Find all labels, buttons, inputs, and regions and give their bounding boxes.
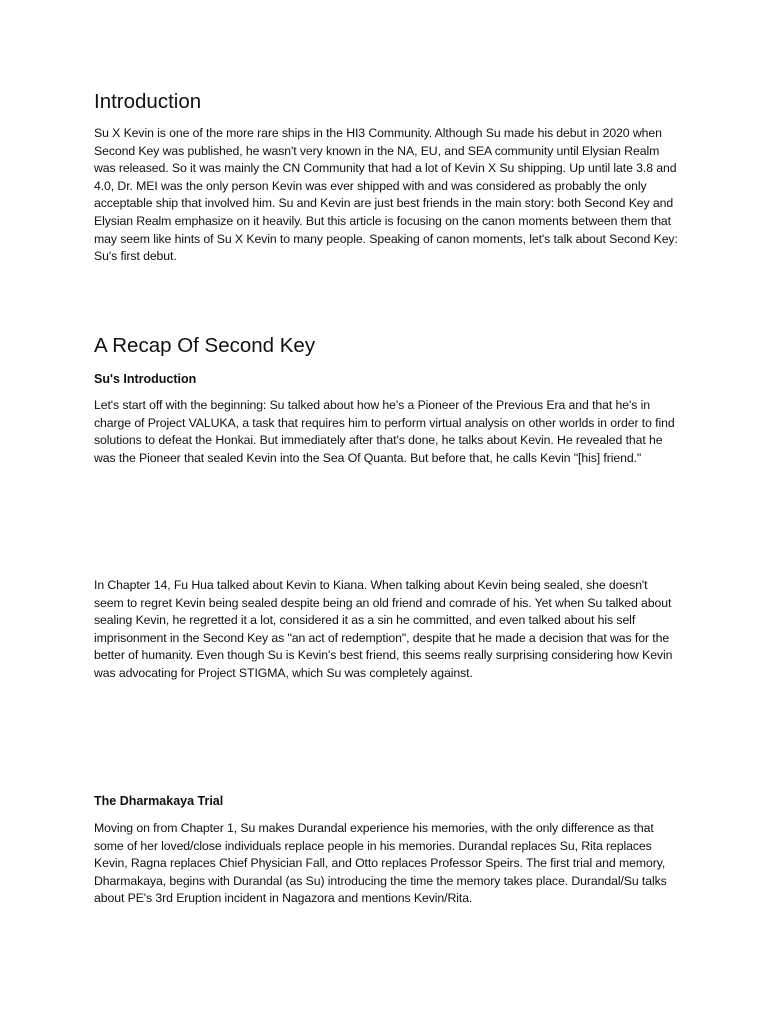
section-heading-introduction: Introduction: [94, 90, 202, 113]
introduction-paragraph: Su X Kevin is one of the more rare ships in the HI3 Community. Although Su made his debut in 2020 when Second Key was published, he wasn't very known in the NA, EU, and SEA community until Elysian Realm was released. So it was mainly the CN Community that had a lot of Kevin X Su shipping. Up until late 3.8 and 4.0, Dr. MEI was the only person Kevin was ever shipped with and was considered as probably the only acceptable ship that involved him. Su and Kevin are just best friends in the main story: both Second Key and Elysian Realm emphasize on it heavily. But this article is focusing on the canon moments between them that may seem like hints of Su X Kevin to many people. Speaking of canon moments, let's talk about Second Key: Su's first debut.: [94, 126, 678, 264]
section-heading-recap: A Recap Of Second Key: [94, 334, 316, 357]
subheading-dharmakaya-trial: The Dharmakaya Trial: [94, 794, 224, 808]
sus-introduction-paragraph-1: Let's start off with the beginning: Su talked about how he's a Pioneer of the Previous Era and that he's in charge of Project VALUKA, a task that requires him to perform virtual analysis on other worlds in order to find solutions to defeat the Honkai. But immediately after that's done, he talks about Kevin. He revealed that he was the Pioneer that sealed Kevin into the Sea Of Quanta. But before that, he calls Kevin "[his] friend.": [94, 398, 675, 465]
dharmakaya-trial-paragraph: Moving on from Chapter 1, Su makes Durandal experience his memories, with the only difference as that some of her loved/close individuals replace people in his memories. Durandal replaces Su, Rita replaces Kevin, Ragna replaces Chief Physician Fall, and Otto replaces Professor Speirs. The first trial and memory, Dharmakaya, begins with Durandal (as Su) introducing the time the memory takes place. Durandal/Su talks about PE's 3rd Eruption incident in Nagazora and mentions Kevin/Rita.: [94, 821, 667, 906]
sus-introduction-paragraph-2: In Chapter 14, Fu Hua talked about Kevin to Kiana. When talking about Kevin being sealed, she doesn't seem to regret Kevin being sealed despite being an old friend and comrade of his. Yet when Su talked about sealing Kevin, he regretted it a lot, considered it as a sin he committed, and even talked about his self imprisonment in the Second Key as "an act of redemption", despite that he made a decision that was for the better of humanity. Even though Su is Kevin's best friend, this seems really surprising considering how Kevin was advocating for Project STIGMA, which Su was completely against.: [94, 578, 673, 680]
subheading-sus-introduction: Su's Introduction: [94, 372, 197, 386]
